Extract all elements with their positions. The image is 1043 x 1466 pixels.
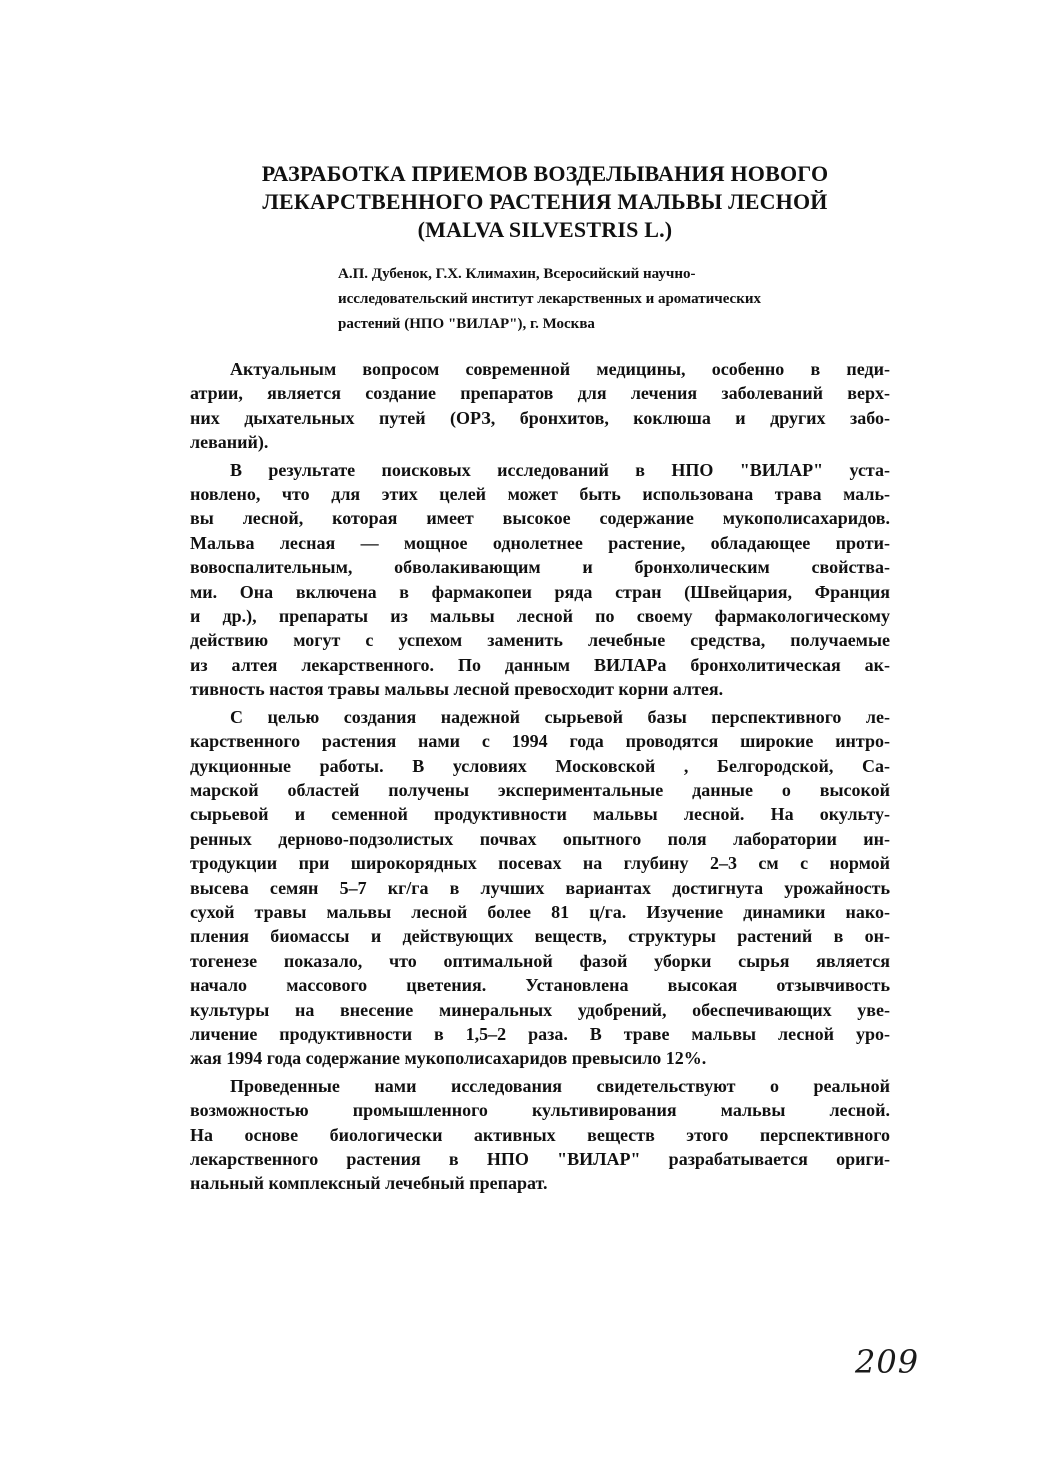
text-line: культуры на внесение минеральных удобрений, обеспечивающих уве- [190, 999, 890, 1020]
paragraph-4 [190, 1074, 890, 1196]
text-line: марской областей получены экспериментальные данные о высокой [190, 779, 890, 800]
title-line: (MALVA SILVESTRIS L.) [417, 217, 673, 242]
text-line: Актуальным вопросом современной медицины, особенно в педи- [230, 359, 890, 379]
authors-line: А.П. Дубенок, Г.Х. Климахин, Всеросийский научно- [338, 266, 696, 282]
text-line: из алтея лекарственного. По данным ВИЛАРа бронхолитическая ак- [190, 654, 890, 675]
page-number: 209 [855, 1343, 920, 1381]
paragraph-1 [190, 357, 890, 455]
authors-affiliation [338, 262, 898, 337]
text-line: вовоспалительным, обволакивающим и бронхолическим свойства- [190, 557, 890, 578]
text-line: карственного растения нами с 1994 года проводятся широкие интро- [190, 731, 890, 752]
text-line: жая 1994 года содержание мукополисахаридов превысило 12%. [190, 1048, 707, 1069]
authors-line: растений (НПО "ВИЛАР"), г. Москва [338, 316, 595, 332]
text-line: В результате поисковых исследований в НПО "ВИЛАР" уста- [230, 459, 890, 480]
text-line: лекарственного растения в НПО "ВИЛАР" разрабатывается ориги- [190, 1149, 890, 1169]
text-line: ми. Она включена в фармакопеи ряда стран (Швейцария, Франция [190, 581, 890, 602]
text-line: вы лесной, которая имеет высокое содержание мукополисахаридов. [190, 508, 890, 529]
text-line: высева семян 5–7 кг/га в лучших вариантах достигнута урожайность [190, 877, 890, 898]
text-line: дукционные работы. В условиях Московской , Белгородской, Са- [190, 755, 890, 776]
text-line: С целью создания надежной сырьевой базы перспективного ле- [230, 706, 890, 727]
text-line: сухой травы мальвы лесной более 81 ц/га. Изучение динамики нако- [190, 901, 890, 922]
text-line: Мальва лесная — мощное однолетнее растение, обладающее проти- [190, 532, 890, 553]
text-line: леваний). [190, 432, 269, 453]
title-line: ЛЕКАРСТВЕННОГО РАСТЕНИЯ МАЛЬВЫ ЛЕСНОЙ [262, 189, 828, 214]
paragraph-2 [190, 458, 890, 702]
text-line: действию могут с успехом заменить лечебные средства, получаемые [190, 630, 890, 651]
text-line: атрии, является создание препаратов для лечения заболеваний верх- [190, 383, 890, 404]
paragraph-3 [190, 705, 890, 1071]
text-line: сырьевой и семенной продуктивности мальвы лесной. На окульту- [190, 804, 890, 825]
text-line: тродукции при широкорядных посевах на глубину 2–3 см с нормой [190, 853, 890, 874]
authors-line: исследовательский институт лекарственных и ароматических [338, 291, 762, 307]
text-line: и др.), препараты из мальвы лесной по своему фармакологическому [190, 606, 890, 627]
text-line: них дыхательных путей (ОРЗ, бронхитов, коклюша и других забо- [190, 407, 890, 428]
text-line: новлено, что для этих целей может быть использована трава маль- [190, 484, 890, 505]
text-line: нальный комплексный лечебный препарат. [190, 1173, 548, 1194]
text-line: Проведенные нами исследования свидетельствуют о реальной [230, 1075, 890, 1096]
text-line: тогенезе показало, что оптимальной фазой уборки сырья является [190, 950, 890, 971]
text-line: На основе биологически активных веществ этого перспективного [190, 1124, 890, 1145]
article-title [200, 160, 890, 244]
article-body [190, 357, 890, 1199]
text-line: тивность настоя травы мальвы лесной превосходит корни алтея. [190, 679, 724, 700]
text-line: возможностью промышленного культивирования мальвы лесной. [190, 1100, 890, 1121]
text-line: ренных дерново-подзолистых почвах опытного поля лаборатории ин- [190, 828, 890, 849]
title-line: РАЗРАБОТКА ПРИЕМОВ ВОЗДЕЛЫВАНИЯ НОВОГО [261, 161, 829, 186]
text-line: начало массового цветения. Установлена высокая отзывчивость [190, 975, 890, 996]
text-line: личение продуктивности в 1,5–2 раза. В траве мальвы лесной уро- [190, 1023, 890, 1044]
text-line: пления биомассы и действующих веществ, структуры растений в он- [190, 926, 890, 947]
